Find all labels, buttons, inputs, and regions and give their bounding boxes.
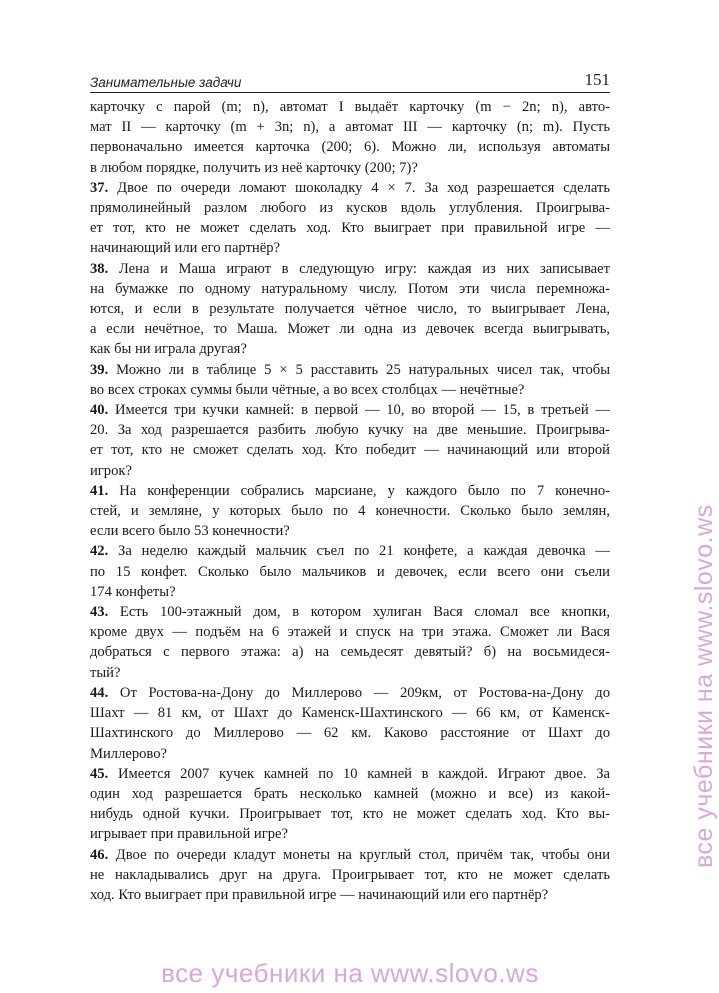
text-line	[90, 764, 610, 784]
line-text: как бы ни играла другая?	[90, 341, 247, 358]
problem-number: 40.	[90, 402, 109, 419]
text-line	[90, 279, 610, 299]
line-text: не накладывались друг на друга. Проигрывает тот, кто не может сделать	[90, 866, 610, 883]
text-line	[90, 198, 610, 218]
problem-number: 37.	[90, 179, 109, 196]
problem-42	[90, 541, 610, 602]
problem-number: 39.	[90, 361, 109, 378]
line-text: Лена и Маша играют в следующую игру: каждая из них записывает	[108, 260, 610, 277]
text-line	[90, 602, 610, 622]
text-line	[90, 380, 610, 400]
line-text: Шахт — 81 км, от Шахт до Каменск-Шахтинского — 66 км, от Каменск-	[90, 705, 610, 722]
text-line	[90, 521, 610, 541]
text-line	[90, 804, 610, 824]
page-number: 151	[584, 70, 610, 89]
line-text: Шахтинского до Миллерово — 62 км. Каково расстояние от Шахт до	[90, 725, 610, 742]
text-line	[90, 501, 610, 521]
line-text: мат II — карточку (m + 3n; n), а автомат III — карточку (n; m). Пусть	[90, 119, 610, 136]
line-text: Есть 100-этажный дом, в котором хулиган Вася сломал все кнопки,	[108, 604, 610, 621]
line-text: стей, и земляне, у которых было по 4 конечности. Сколько было землян,	[90, 503, 610, 520]
text-line	[90, 642, 610, 662]
text-line	[90, 845, 610, 865]
line-text: Миллерово?	[90, 745, 167, 762]
text-line	[90, 238, 610, 258]
line-text: а если нечётное, то Маша. Может ли одна из девочек всегда выигрывать,	[90, 321, 610, 338]
line-text: За неделю каждый мальчик съел по 21 конфете, а каждая девочка —	[108, 543, 610, 560]
problem-43	[90, 602, 610, 683]
problem-40	[90, 400, 610, 481]
line-text: игрок?	[90, 462, 132, 479]
text-line	[90, 440, 610, 460]
text-line	[90, 784, 610, 804]
problem-38	[90, 259, 610, 360]
text-line	[90, 117, 610, 137]
text-line	[90, 299, 610, 319]
line-text: первоначально имеется карточка (200; 6). Можно ли, используя автоматы	[90, 139, 610, 156]
line-text: добраться с первого этажа: а) на семьдесят девятый? б) на восьмидеся-	[90, 644, 610, 661]
book-page	[90, 68, 610, 905]
line-text: игрывает при правильной игре?	[90, 826, 288, 843]
text-line	[90, 744, 610, 764]
line-text: Двое по очереди кладут монеты на круглый стол, причём так, чтобы они	[108, 846, 610, 863]
problem-number: 38.	[90, 260, 109, 277]
problem-39	[90, 360, 610, 400]
text-line	[90, 218, 610, 238]
problem-number: 44.	[90, 684, 109, 701]
problem-continuation	[90, 97, 610, 178]
line-text: Можно ли в таблице 5 × 5 расставить 25 натуральных чисел так, чтобы	[108, 361, 610, 378]
problem-45	[90, 764, 610, 845]
line-text: ются, и если в результате получается чётное число, то выигрывает Лена,	[90, 301, 610, 318]
watermark-bottom: все учебники на www.slovo.ws	[161, 958, 539, 988]
problem-number: 42.	[90, 543, 109, 560]
problem-37	[90, 178, 610, 259]
text-line	[90, 481, 610, 501]
text-line	[90, 158, 610, 178]
problem-44	[90, 683, 610, 764]
line-text: на бумажке по одному натуральному числу. Потом эти числа перемножа-	[90, 280, 610, 297]
text-line	[90, 461, 610, 481]
problem-number: 45.	[90, 765, 109, 782]
problem-number: 46.	[90, 846, 109, 863]
line-text: ход. Кто выиграет при правильной игре — начинающий или его партнёр?	[90, 886, 549, 903]
page-header	[90, 68, 610, 93]
problem-list	[90, 97, 610, 905]
text-line	[90, 137, 610, 157]
line-text: один ход разрешается брать несколько камней (можно и все) из какой-	[90, 785, 610, 802]
text-line	[90, 824, 610, 844]
text-line	[90, 663, 610, 683]
text-line	[90, 541, 610, 561]
line-text: ет тот, кто не сможет сделать ход. Кто победит — начинающий или второй	[90, 442, 610, 459]
line-text: в любом порядке, получить из неё карточку (200; 7)?	[90, 159, 418, 176]
line-text: кроме двух — подъём на 6 этажей и спуск на три этажа. Сможет ли Вася	[90, 624, 610, 641]
text-line	[90, 723, 610, 743]
text-line	[90, 360, 610, 380]
line-text: во всех строках суммы были чётные, а во всех столбцах — нечётные?	[90, 381, 525, 398]
problem-number: 41.	[90, 482, 109, 499]
line-text: От Ростова-на-Дону до Миллерово — 209км, от Ростова-на-Дону до	[108, 684, 610, 701]
line-text: прямолинейный разлом любого из кусков вдоль углубления. Проигрыва-	[90, 200, 610, 217]
text-line	[90, 582, 610, 602]
line-text: по 15 конфет. Сколько было мальчиков и девочек, если всего они съели	[90, 563, 610, 580]
line-text: ет тот, кто не может сделать ход. Кто выиграет при правильной игре —	[90, 220, 610, 237]
text-line	[90, 885, 610, 905]
line-text: Имеется 2007 кучек камней по 10 камней в каждой. Играют двое. За	[108, 765, 610, 782]
line-text: начинающий или его партнёр?	[90, 240, 280, 257]
line-text: Двое по очереди ломают шоколадку 4 × 7. За ход разрешается сделать	[108, 179, 610, 196]
line-text: 174 конфеты?	[90, 583, 176, 600]
problem-41	[90, 481, 610, 542]
text-line	[90, 683, 610, 703]
text-line	[90, 865, 610, 885]
text-line	[90, 420, 610, 440]
problem-number: 43.	[90, 604, 109, 621]
text-line	[90, 703, 610, 723]
line-text: 20. За ход разрешается разбить любую кучку на две меньшие. Проигрыва-	[90, 422, 610, 439]
text-line	[90, 259, 610, 279]
problem-46	[90, 845, 610, 906]
text-line	[90, 562, 610, 582]
text-line	[90, 319, 610, 339]
line-text: тый?	[90, 664, 121, 681]
text-line	[90, 400, 610, 420]
watermark-side: все учебники на www.slovo.ws	[690, 504, 718, 868]
line-text: нибудь одной кучки. Проигрывает тот, кто не может сделать ход. Кто вы-	[90, 806, 610, 823]
text-line	[90, 97, 610, 117]
line-text: если всего было 53 конечности?	[90, 523, 290, 540]
line-text: Имеется три кучки камней: в первой — 10, во второй — 15, в третьей —	[108, 402, 610, 419]
running-title: Занимательные задачи	[90, 75, 242, 90]
line-text: карточку с парой (m; n), автомат I выдаёт карточку (m − 2n; n), авто-	[90, 99, 610, 115]
text-line	[90, 339, 610, 359]
text-line	[90, 178, 610, 198]
text-line	[90, 622, 610, 642]
line-text: На конференции собрались марсиане, у каждого было по 7 конечно-	[108, 482, 610, 499]
